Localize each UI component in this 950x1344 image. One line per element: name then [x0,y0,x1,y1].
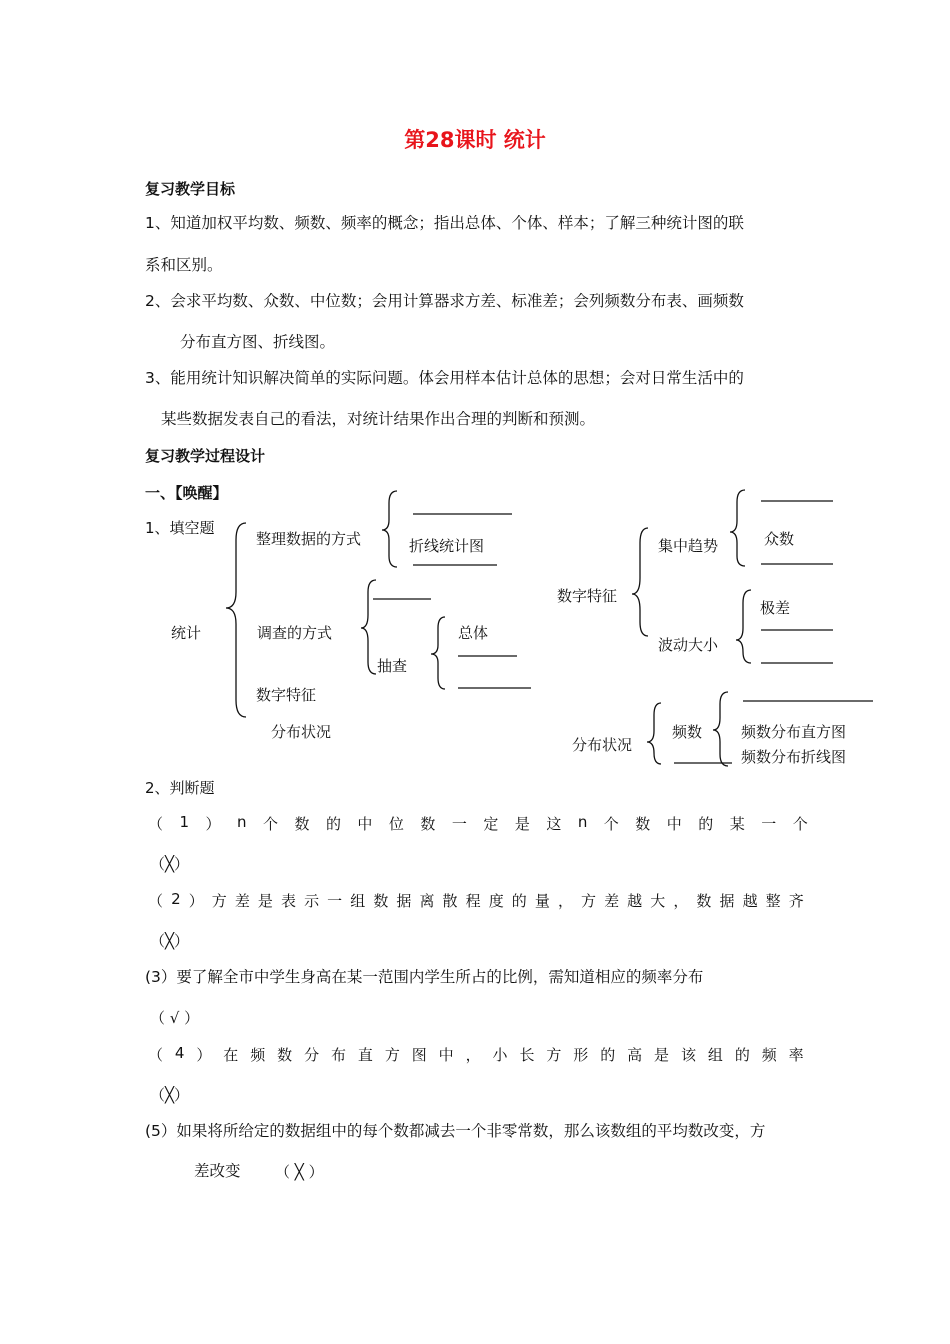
question-char: 的 [511,892,527,910]
question-char: 方 [384,1046,400,1064]
question-char: 一 [451,815,467,833]
question-char: 度 [488,892,504,910]
question-2 [148,890,804,911]
node-population: 总体 [458,624,489,642]
question-char: 齐 [788,892,804,910]
question-char: 是 [257,892,273,910]
question-char: （ [148,1046,164,1064]
node-organize: 整理数据的方式 [256,530,362,548]
question-char: 中 [438,1046,454,1064]
question-5-line-1: (5）如果将所给定的数据组中的每个数都减去一个非零常数，那么该数组的平均数改变，方 [145,1122,766,1140]
question-char: 方 [546,1046,562,1064]
question-char: 长 [519,1046,535,1064]
question-char: 图 [411,1046,427,1064]
question-char: 越 [742,892,758,910]
question-char: 示 [304,892,320,910]
question-char: 位 [388,815,404,833]
node-root: 统计 [171,624,202,642]
question-char: 某 [729,815,745,833]
section-1-heading: 一、【唤醒】 [145,484,228,502]
question-char: 布 [330,1046,346,1064]
question-3: (3）要了解全市中学生身高在某一范围内学生所占的比例，需知道相应的频率分布 [145,968,704,986]
question-char: 方 [581,892,597,910]
answer-5: （ ╳ ） [275,1163,324,1181]
question-char: 个 [603,815,619,833]
objective-1-line-1: 1、知道加权平均数、频数、频率的概念；指出总体、个体、样本；了解三种统计图的联 [145,214,744,232]
question-char: 率 [788,1046,804,1064]
question-char: 的 [325,815,341,833]
answer-2: （╳） [150,932,190,950]
question-char: 是 [654,1046,670,1064]
node-polygon: 频数分布折线图 [741,748,847,766]
question-char: 中 [666,815,682,833]
node-distribution-right: 分布状况 [572,736,633,754]
question-char: 的 [600,1046,616,1064]
question-char: （ [148,892,164,910]
question-char: ） [188,892,204,910]
question-char: 大 [650,892,666,910]
question-char: 数 [373,892,389,910]
question-char: 据 [396,892,412,910]
question-char: n [577,813,588,831]
objective-3-line-2: 某些数据发表自己的看法，对统计结果作出合理的判断和预测。 [161,410,596,428]
question-char: 数 [277,1046,293,1064]
question-char: ， [557,892,573,910]
question-char: 个 [262,815,278,833]
node-central: 集中趋势 [658,537,719,555]
answer-4: （╳） [150,1086,190,1104]
brace-sampling [431,617,445,689]
question-char: 频 [250,1046,266,1064]
question-char: 高 [627,1046,643,1064]
node-numeric-left: 数字特征 [256,686,317,704]
brace-central [730,490,745,566]
brace-fluctuation [736,590,751,663]
brace-numeric [632,528,648,636]
question-char: 小 [492,1046,508,1064]
question-char: 个 [792,815,808,833]
question-char: 数 [294,815,310,833]
question-char: 散 [442,892,458,910]
question-char: 2 [171,890,181,908]
answer-3: （ √ ） [150,1009,200,1027]
question-char: 差 [604,892,620,910]
question-char: 形 [573,1046,589,1064]
question-char: 数 [696,892,712,910]
objective-2-line-2: 分布直方图、折线图。 [180,333,336,351]
question-char: 的 [734,1046,750,1064]
question-char: 越 [627,892,643,910]
question-char: 的 [698,815,714,833]
question-char: 直 [357,1046,373,1064]
node-range: 极差 [760,599,791,617]
node-distribution-left: 分布状况 [271,723,332,741]
question-char: 方 [211,892,227,910]
question-char: 离 [419,892,435,910]
question-char: 这 [546,815,562,833]
judge-label: 2、判断题 [145,779,215,797]
objective-2-line-1: 2、会求平均数、众数、中位数；会用计算器求方差、标准差；会列频数分布表、画频数 [145,292,744,310]
question-char: 中 [357,815,373,833]
question-char: ） [196,1046,212,1064]
question-char: 定 [483,815,499,833]
question-char: （ [148,815,164,833]
brace-distribution [647,703,661,764]
question-char: 是 [514,815,530,833]
question-char: 1 [179,813,190,831]
question-char: 频 [761,1046,777,1064]
brace-survey [361,580,376,674]
question-char: 数 [420,815,436,833]
question-char: ， [673,892,689,910]
question-char: 分 [304,1046,320,1064]
brace-organize [382,491,397,567]
question-char: 数 [635,815,651,833]
question-char: 组 [707,1046,723,1064]
question-4 [148,1044,804,1065]
question-char: ， [465,1046,481,1064]
objectives-heading: 复习教学目标 [145,180,236,198]
node-mode: 众数 [764,530,795,548]
question-char: 在 [223,1046,239,1064]
node-frequency: 频数 [672,723,703,741]
node-survey: 调查的方式 [257,624,333,642]
question-char: 表 [281,892,297,910]
node-sampling: 抽查 [377,657,408,675]
question-char: 整 [765,892,781,910]
fill-blank-label: 1、填空题 [145,519,215,537]
node-numeric-right: 数字特征 [557,587,618,605]
question-char: 该 [680,1046,696,1064]
question-char: 量 [534,892,550,910]
question-char: 4 [174,1044,185,1062]
question-char: 一 [327,892,343,910]
question-1 [148,813,808,834]
question-char: 程 [465,892,481,910]
question-5-line-2: 差改变 [194,1162,241,1180]
process-heading: 复习教学过程设计 [145,447,266,465]
objective-3-line-1: 3、能用统计知识解决简单的实际问题。体会用样本估计总体的思想；会对日常生活中的 [145,369,744,387]
question-char: 一 [761,815,777,833]
question-char: ） [205,815,221,833]
question-char: 组 [350,892,366,910]
node-fluctuation: 波动大小 [658,636,719,654]
question-char: n [236,813,247,831]
question-char: 据 [719,892,735,910]
page-title: 第28课时 统计 [404,128,546,152]
node-line-chart: 折线统计图 [409,537,485,555]
brace-root [226,523,246,717]
node-histogram: 频数分布直方图 [741,723,847,741]
brace-frequency [713,692,728,766]
objective-1-line-2: 系和区别。 [145,256,223,274]
answer-1: （╳） [150,855,190,873]
question-char: 差 [234,892,250,910]
